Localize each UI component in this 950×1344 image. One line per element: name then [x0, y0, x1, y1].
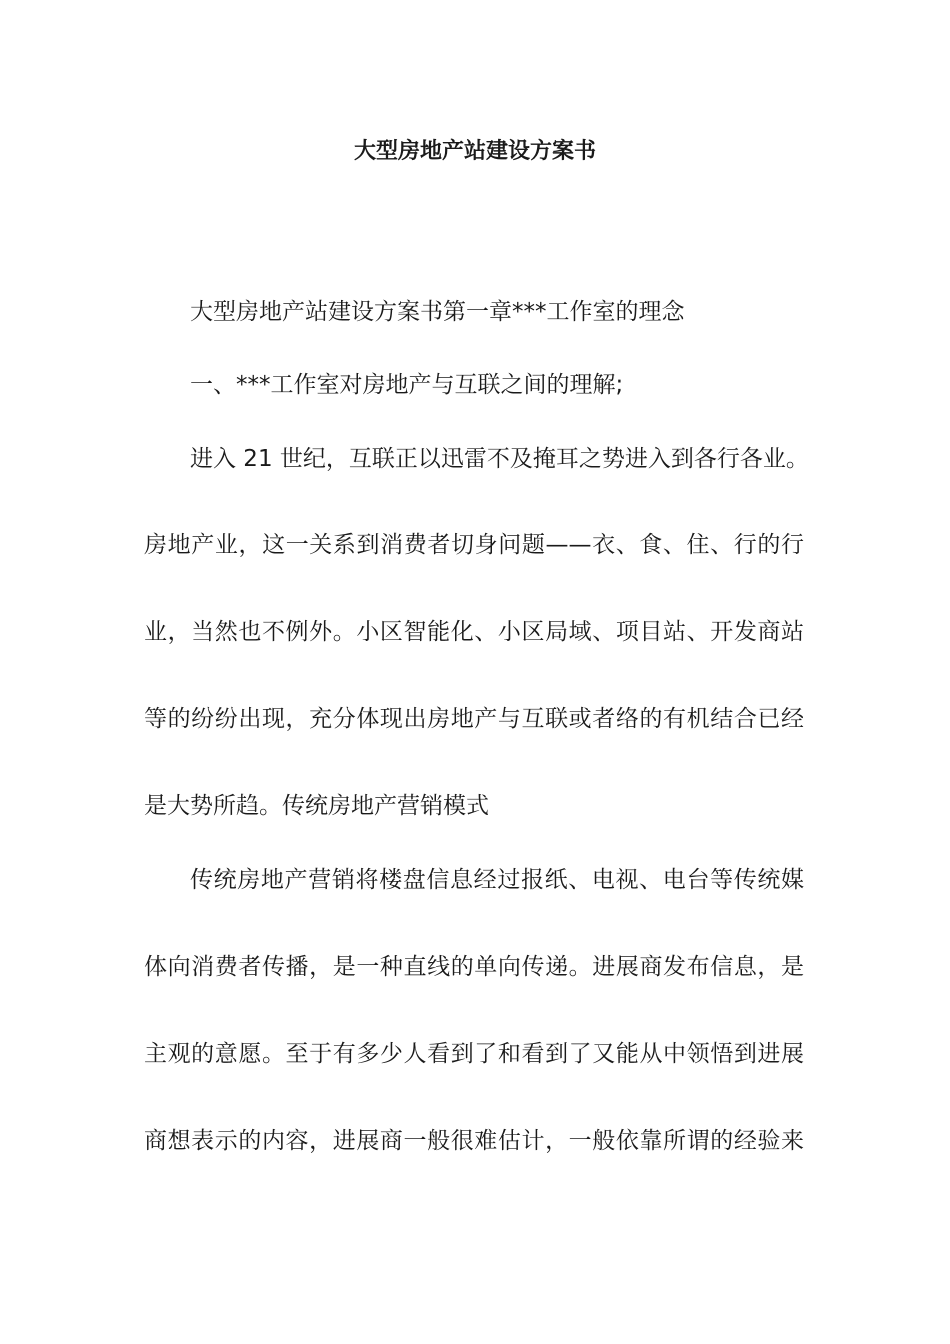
document-title: 大型房地产站建设方案书	[353, 139, 596, 164]
paragraph-line: 体向消费者传播，是一种直线的单向传递。进展商发布信息，是	[144, 954, 804, 980]
paragraph-line: 是大势所趋。传统房地产营销模式	[144, 793, 489, 819]
paragraph-line: 商想表示的内容，进展商一般很难估计，一般依靠所谓的经验来	[144, 1128, 804, 1154]
section-heading: 一、***工作室对房地产与互联之间的理解;	[190, 372, 624, 398]
paragraph-line: 等的纷纷出现，充分体现出房地产与互联或者络的有机结合已经	[144, 706, 804, 732]
paragraph-line: 传统房地产营销将楼盘信息经过报纸、电视、电台等传统媒	[190, 867, 804, 893]
paragraph-line: 主观的意愿。至于有多少人看到了和看到了又能从中领悟到进展	[144, 1041, 804, 1067]
paragraph-line: 进入 21 世纪，互联正以迅雷不及掩耳之势进入到各行各业。	[190, 446, 809, 472]
paragraph-line: 业，当然也不例外。小区智能化、小区局域、项目站、开发商站	[144, 619, 804, 645]
chapter-heading: 大型房地产站建设方案书第一章***工作室的理念	[190, 299, 685, 325]
paragraph-line: 房地产业，这一关系到消费者切身问题——衣、食、住、行的行	[144, 532, 804, 558]
